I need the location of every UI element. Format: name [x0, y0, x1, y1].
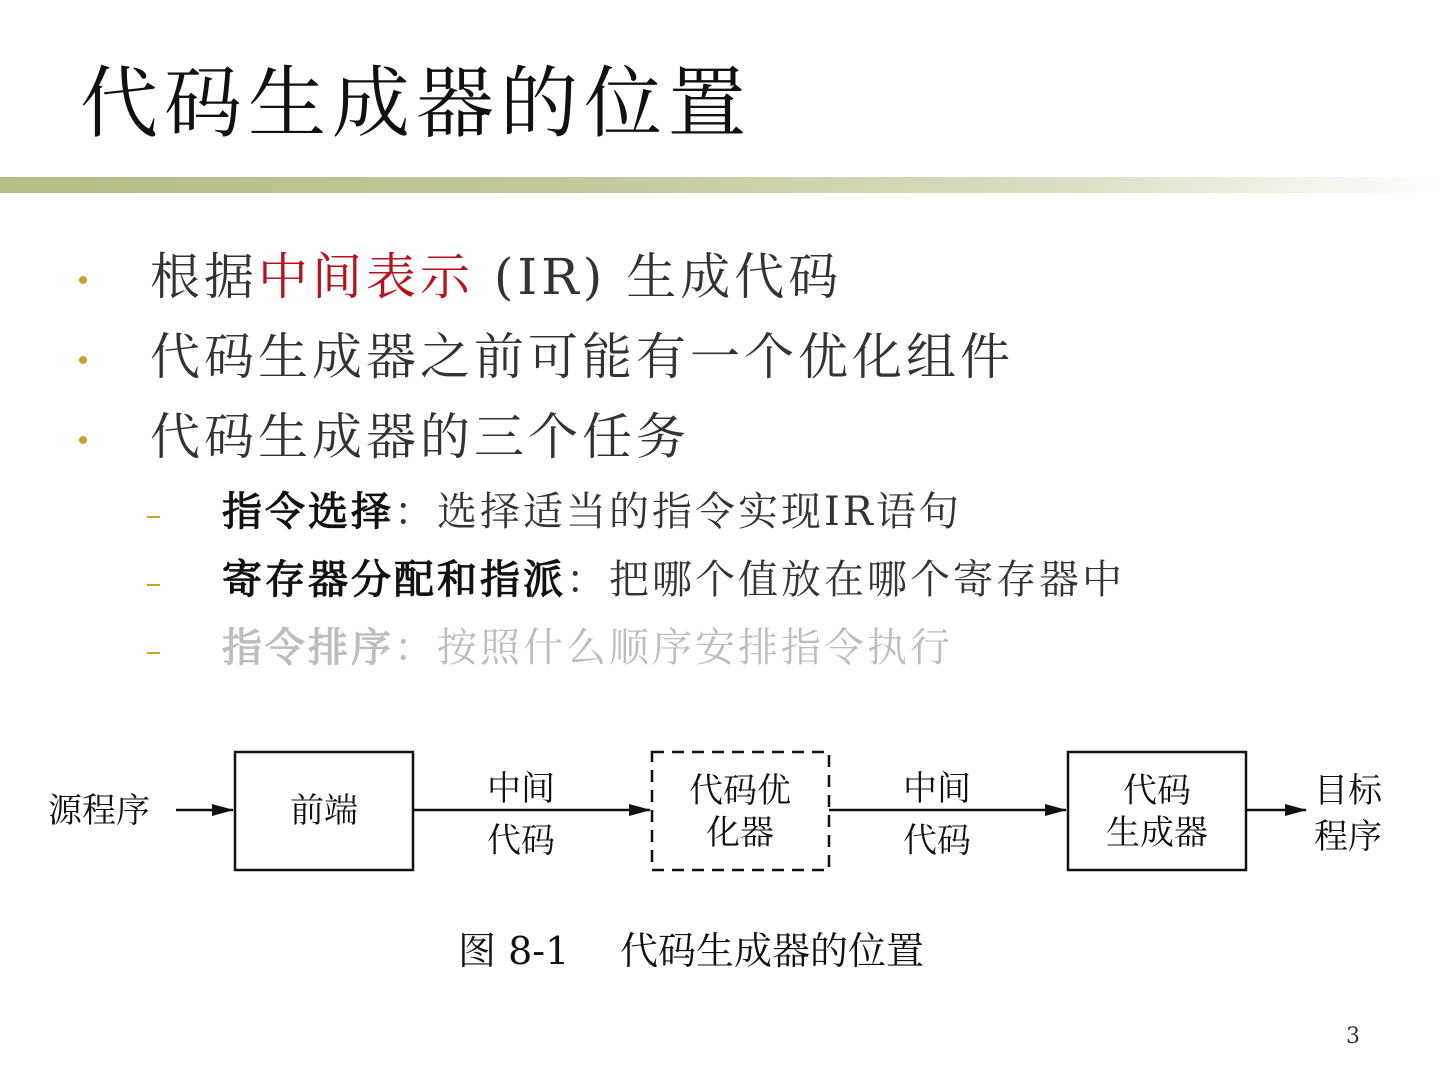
bullet-item-ir: [150, 248, 843, 306]
codegen-label-line1: 代码: [1123, 771, 1191, 811]
ir-label-2-line2: 代码: [903, 821, 971, 861]
subbullet-3-term: 指令排序: [222, 624, 394, 671]
bullet-item-tasks: 代码生成器的三个任务: [150, 408, 690, 466]
slide-title: 代码生成器的位置: [80, 59, 753, 149]
figure-caption-text: 代码生成器的位置: [620, 929, 925, 973]
target-label-line2: 程序: [1314, 817, 1382, 857]
figure-caption-number: 图 8-1: [458, 929, 570, 973]
bullet-item-optimizer: 代码生成器之前可能有一个优化组件: [150, 328, 1014, 386]
bullet-dot: [79, 436, 87, 444]
page-number: 3: [1346, 1024, 1360, 1049]
bullet-dot: [79, 356, 87, 364]
codegen-label-line2: 生成器: [1106, 813, 1208, 853]
subbullet-dash: [147, 516, 160, 518]
optimizer-label-line1: 代码优: [689, 771, 791, 811]
subbullet-2-term: 寄存器分配和指派: [222, 556, 566, 603]
bullet-dot: [79, 276, 87, 284]
subbullet-dash: [147, 584, 160, 586]
bullet-1-highlight: 中间表示: [258, 248, 474, 306]
subbullet-register-allocation: [222, 556, 1125, 603]
subbullet-3-desc: ：按照什么顺序安排指令执行: [394, 625, 953, 671]
codegen-position-figure: [0, 730, 1440, 990]
ir-label-2-line1: 中间: [903, 769, 971, 809]
title-divider: [0, 177, 1440, 193]
optimizer-label-line2: 化器: [706, 813, 774, 853]
source-program-label: 源程序: [48, 791, 150, 831]
bullet-1-suffix: (IR) 生成代码: [474, 248, 843, 306]
ir-label-1-line1: 中间: [487, 769, 555, 809]
subbullet-1-term: 指令选择: [222, 488, 394, 535]
subbullet-instruction-selection: [222, 488, 962, 535]
target-label-line1: 目标: [1314, 771, 1382, 811]
subbullet-2-desc: ：把哪个值放在哪个寄存器中: [566, 557, 1125, 603]
subbullet-1-desc: ：选择适当的指令实现IR语句: [394, 489, 962, 535]
ir-label-1-line2: 代码: [487, 821, 555, 861]
bullet-1-prefix: 根据: [150, 248, 258, 306]
subbullet-instruction-ordering: [222, 624, 953, 671]
subbullet-dash: [147, 652, 160, 654]
frontend-label: 前端: [290, 791, 358, 831]
